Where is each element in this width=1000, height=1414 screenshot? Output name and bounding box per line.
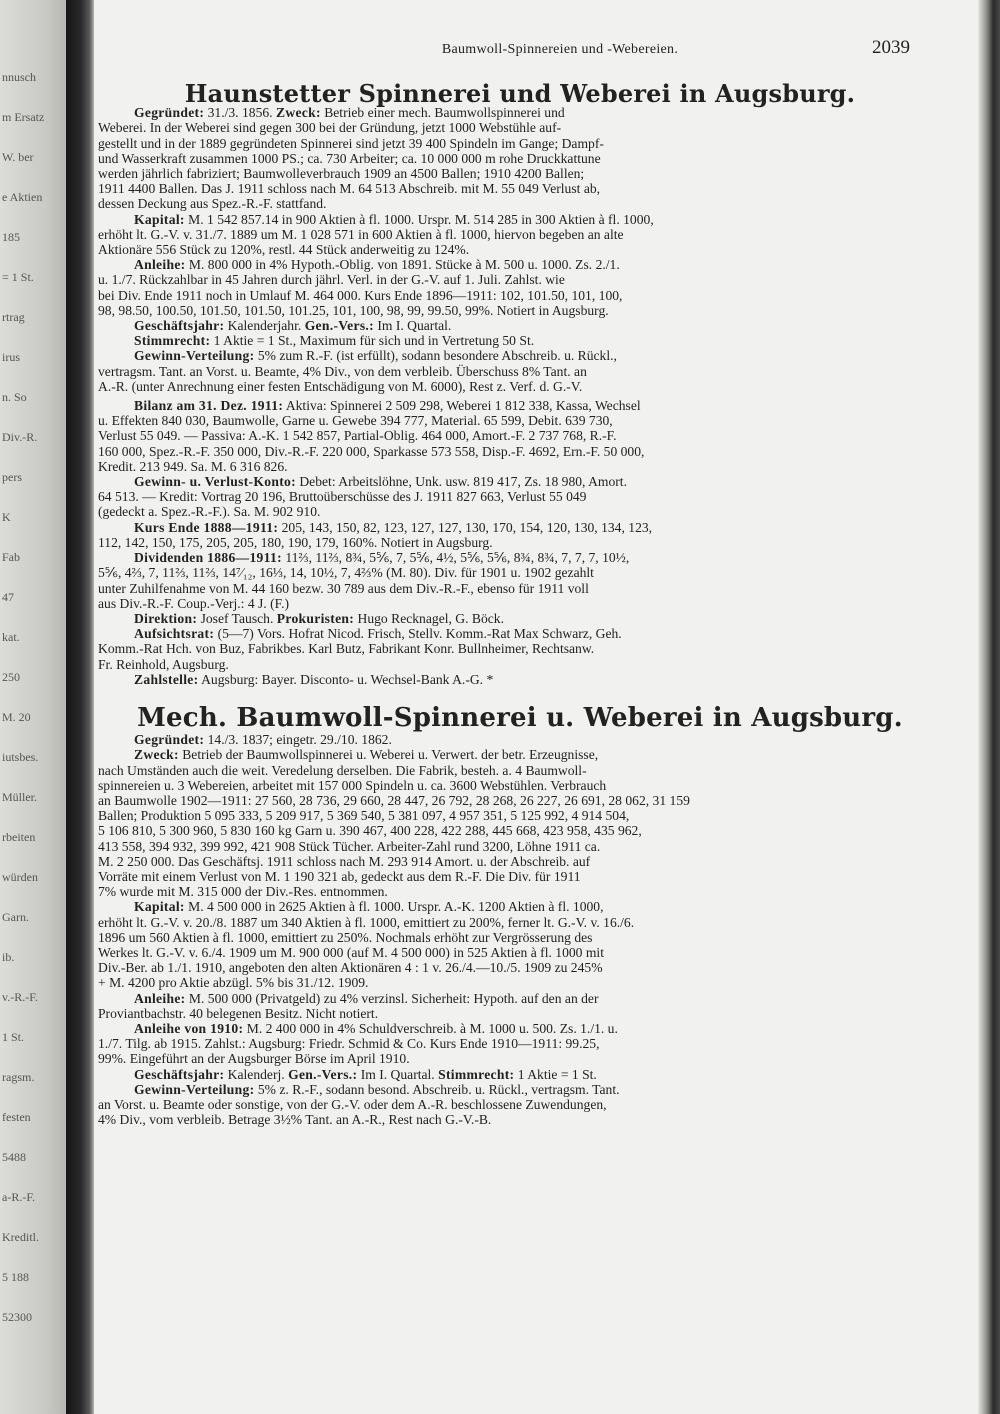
- margin-fragment: = 1 St.: [2, 270, 34, 284]
- field-text: Weberei. In der Weberei sind gegen 300 bei der Gründung, jetzt 1000 Webstühle auf-: [98, 120, 562, 136]
- company-entry-haunstetter: [98, 105, 910, 687]
- entry-line: [98, 428, 910, 443]
- field-text: Vorräte mit einem Verlust von M. 1 190 321 ab, gedeckt aus dem R.-F. Die Div. für 1911: [98, 868, 581, 884]
- margin-fragment: iutsbes.: [2, 750, 39, 764]
- entry-line: [98, 747, 910, 762]
- field-text: 98, 98.50, 100.50, 101.50, 101.50, 101.25, 101, 100, 98, 99, 99.50, 99%. Notiert in Augsburg.: [98, 302, 609, 318]
- entry-line: [98, 257, 910, 272]
- field-text: + M. 4200 pro Aktie abzügl. 5% bis 31./12. 1909.: [98, 975, 369, 991]
- entry-line: [98, 348, 910, 363]
- margin-fragment: e Aktien: [2, 190, 43, 204]
- field-text: 1 Aktie = 1 St., Maximum für sich und in Vertretung 50 St.: [210, 333, 535, 349]
- margin-fragment: Müller.: [2, 790, 37, 804]
- field-text: 99%. Eingeführt an der Augsburger Börse im April 1910.: [98, 1051, 410, 1067]
- entry-line: [98, 1036, 910, 1051]
- entry-line: [98, 808, 910, 823]
- margin-fragment: 47: [2, 590, 14, 604]
- entry-line: [98, 930, 910, 945]
- company-title-mech-baumwoll: Mech. Baumwoll-Spinnerei u. Weberei in Augsburg.: [137, 702, 903, 733]
- entry-line: [98, 596, 910, 611]
- entry-line: [98, 1097, 910, 1112]
- entry-line: [98, 945, 910, 960]
- entry-line: [98, 489, 910, 504]
- field-text: 413 558, 394 932, 399 992, 421 908 Stück Tücher. Arbeiter-Zahl rund 3200, Löhne 1911 ca.: [98, 838, 601, 854]
- entry-line: [98, 641, 910, 656]
- entry-line: [98, 535, 910, 550]
- field-text: 14./3. 1837; eingetr. 29./10. 1862.: [204, 732, 392, 748]
- field-text: Aktiva: Spinnerei 2 509 298, Weberei 1 812 338, Kassa, Wechsel: [283, 398, 641, 414]
- field-text: und Wasserkraft zusammen 1000 PS.; ca. 730 Arbeiter; ca. 10 000 000 m rohe Druckkattune: [98, 150, 601, 166]
- field-text: an Baumwolle 1902—1911: 27 560, 28 736, 29 660, 28 447, 26 792, 28 268, 26 227, 26 691, 28 062, 31 159: [98, 792, 690, 808]
- margin-fragment: Fab: [2, 550, 20, 564]
- running-header-title: Baumwoll-Spinnereien und -Webereien.: [441, 42, 679, 57]
- field-text: Kalenderj.: [224, 1066, 289, 1082]
- field-text: erhöht lt. G.-V. v. 31./7. 1889 um M. 1 028 571 in 600 Aktien à fl. 1000, hiervon begeben an alte: [98, 226, 624, 242]
- field-label: Anleihe von 1910:: [134, 1020, 244, 1036]
- field-label: Gewinn- u. Verlust-Konto:: [134, 474, 296, 490]
- field-text: M. 2 400 000 in 4% Schuldverschreib. à M. 1000 u. 500. Zs. 1./1. u.: [243, 1020, 618, 1036]
- field-text: M. 800 000 in 4% Hypoth.-Oblig. von 1891. Stücke à M. 500 u. 1000. Zs. 2./1.: [185, 257, 620, 273]
- field-text: 11⅔, 11⅔, 8¾, 5⅚, 7, 5⅚, 4½, 5⅚, 5⅚, 8¾, 8¾, 7, 7, 7, 10½,: [281, 550, 630, 566]
- field-text: (gedeckt a. Spez.-R.-F.). Sa. M. 902 910.: [98, 504, 321, 520]
- entry-line: [98, 899, 910, 914]
- field-text: nach Umständen auch die weit. Veredelung derselben. Die Fabrik, besteh. a. 4 Baumwoll-: [98, 762, 587, 778]
- field-label: Prokuristen:: [276, 610, 355, 626]
- entry-line: [98, 991, 910, 1006]
- field-text: gestellt und in der 1889 gegründeten Spinnerei sind jetzt 39 400 Spindeln im Gange; Dampf-: [98, 135, 604, 151]
- margin-fragment: n. So: [2, 390, 27, 404]
- entry-line: [98, 318, 910, 333]
- margin-fragment: K: [2, 510, 11, 524]
- field-label: Geschäftsjahr:: [134, 1066, 225, 1082]
- entry-line: [98, 672, 910, 687]
- field-text: Josef Tausch.: [197, 610, 277, 626]
- field-text: vertragsm. Tant. an Vorst. u. Beamte, 4% Div., von dem verbleib. Überschuss 8% Tant. an: [98, 363, 587, 379]
- field-text: 4% Div., vom verbleib. Betrage 3½% Tant. an A.-R., Rest nach G.-V.-B.: [98, 1112, 492, 1128]
- entry-line: [98, 120, 910, 135]
- field-text: (5—7) Vors. Hofrat Nicod. Frisch, Stellv. Komm.-Rat Max Schwarz, Geh.: [214, 626, 622, 642]
- margin-fragment: irus: [2, 350, 20, 364]
- field-text: 31./3. 1856.: [204, 105, 276, 121]
- entry-line: [98, 1051, 910, 1066]
- field-text: 5% z. R.-F., sodann besond. Abschreib. u. Rückl., vertragsm. Tant.: [254, 1081, 620, 1097]
- field-text: aus Div.-R.-F. Coup.-Verj.: 4 J. (F.): [98, 595, 290, 611]
- entry-line: [98, 272, 910, 287]
- entry-line: [98, 136, 910, 151]
- margin-fragment: Kreditl.: [2, 1230, 39, 1244]
- entry-line: [98, 1112, 910, 1127]
- entry-line: [98, 303, 910, 318]
- entry-line: [98, 975, 910, 990]
- entry-line: [98, 823, 910, 838]
- field-text: Betrieb der Baumwollspinnerei u. Weberei u. Verwert. der betr. Erzeugnisse,: [178, 747, 599, 763]
- entry-line: [98, 1067, 910, 1082]
- entry-line: [98, 459, 910, 474]
- entry-line: [98, 364, 910, 379]
- field-label: Zweck:: [275, 105, 321, 121]
- field-text: Div.-Ber. ab 1./1. 1910, angeboten den alten Aktionären 4 : 1 v. 26./4.—10./5. 1909 zu 245%: [98, 960, 603, 976]
- field-text: Proviantbachstr. 40 belegenen Besitz. Nicht notiert.: [98, 1005, 379, 1021]
- margin-fragment: 5 188: [2, 1270, 29, 1284]
- field-text: u. Effekten 840 030, Baumwolle, Garne u. Gewebe 394 777, Material. 65 599, Debit. 639 730,: [98, 413, 613, 429]
- field-text: 1896 um 560 Aktien à fl. 1000, emittiert zu 250%. Nochmals erhöht zur Vergrösserung des: [98, 929, 593, 945]
- entry-line: [98, 242, 910, 257]
- field-text: M. 2 250 000. Das Geschäftsj. 1911 schloss nach M. 293 914 Amort. u. der Abschreib. auf: [98, 853, 591, 869]
- entry-line: [98, 181, 910, 196]
- field-label: Gen.-Vers.:: [288, 1066, 358, 1082]
- field-label: Gewinn-Verteilung:: [134, 348, 255, 364]
- entry-line: [98, 196, 910, 211]
- margin-fragment: kat.: [2, 630, 20, 644]
- field-text: Ballen; Produktion 5 095 333, 5 209 917, 5 369 540, 5 381 097, 4 957 351, 5 125 992, 4 914 504,: [98, 808, 630, 824]
- field-text: dessen Deckung aus Spez.-R.-F. stattfand.: [98, 196, 327, 212]
- field-text: Betrieb einer mech. Baumwollspinnerei und: [320, 105, 565, 121]
- field-text: Verlust 55 049. — Passiva: A.-K. 1 542 857, Partial-Oblig. 464 000, Amort.-F. 2 737 768, R.-F.: [98, 428, 617, 444]
- field-text: Kredit. 213 949. Sa. M. 6 316 826.: [98, 458, 288, 474]
- margin-fragment: ib.: [2, 950, 15, 964]
- field-text: 1911 4400 Ballen. Das J. 1911 schloss nach M. 64 513 Abschreib. mit M. 55 049 Verlust ab,: [98, 181, 601, 197]
- entry-line: [98, 288, 910, 303]
- margin-fragment: 1 St.: [2, 1030, 25, 1044]
- margin-fragment: Div.-R.: [2, 430, 38, 444]
- entry-line: [98, 151, 910, 166]
- field-text: Augsburg: Bayer. Disconto- u. Wechsel-Bank A.-G. *: [198, 671, 494, 687]
- field-label: Direktion:: [134, 610, 198, 626]
- field-text: Hugo Recknagel, G. Böck.: [354, 610, 505, 626]
- field-label: Gegründet:: [134, 105, 205, 121]
- field-label: Gen.-Vers.:: [304, 318, 374, 334]
- field-text: M. 4 500 000 in 2625 Aktien à fl. 1000. Urspr. A.-K. 1200 Aktien à fl. 1000,: [184, 899, 604, 915]
- field-text: spinnereien u. 3 Webereien, arbeitet mit 157 000 Spindeln u. ca. 3600 Webstühlen. Verbrauch: [98, 777, 607, 793]
- field-text: 5% zum R.-F. (ist erfüllt), sodann besondere Abschreib. u. Rückl.,: [254, 348, 617, 364]
- book-gutter: [66, 0, 94, 1414]
- entry-line: [98, 884, 910, 899]
- entry-line: [98, 1082, 910, 1097]
- field-text: bei Div. Ende 1911 noch in Umlauf M. 464 000. Kurs Ende 1896—1911: 102, 101.50, 101, 100,: [98, 287, 623, 303]
- margin-fragment: nnusch: [2, 70, 36, 84]
- field-text: 5⅚, 4⅔, 7, 11⅔, 11⅔, 14⁷⁄₁₂, 16⅓, 14, 10½, 7, 4⅔% (M. 80). Div. für 1901 u. 1902 gezahlt: [98, 565, 594, 581]
- entry-line: [98, 778, 910, 793]
- entry-line: [98, 520, 910, 535]
- margin-fragment: 5488: [2, 1150, 26, 1164]
- field-label: Bilanz am 31. Dez. 1911:: [134, 398, 284, 414]
- field-text: M. 500 000 (Privatgeld) zu 4% verzinsl. Sicherheit: Hypoth. auf den an der: [185, 990, 599, 1006]
- page-number: 2039: [872, 37, 910, 58]
- entry-line: [98, 915, 910, 930]
- field-text: A.-R. (unter Anrechnung einer festen Entschädigung von M. 6000), Rest z. Verf. d. G.-V.: [98, 378, 583, 394]
- company-entry-mech-baumwoll: [98, 732, 910, 1127]
- document-page: [98, 37, 910, 1128]
- field-text: Kalenderjahr.: [224, 318, 305, 334]
- field-text: 1./7. Tilg. ab 1915. Zahlst.: Augsburg: Friedr. Schmid & Co. Kurs Ende 1910—1911: 99.25,: [98, 1036, 600, 1052]
- entry-line: [98, 413, 910, 428]
- margin-fragment: würden: [2, 870, 38, 884]
- entry-line: [98, 960, 910, 975]
- entry-line: [98, 581, 910, 596]
- entry-line: [98, 379, 910, 394]
- margin-fragment: ragsm.: [2, 1070, 35, 1084]
- margin-fragment: pers: [2, 470, 22, 484]
- adjacent-page-margin: [0, 0, 66, 1414]
- field-label: Gegründet:: [134, 732, 205, 748]
- margin-fragment: M. 20: [2, 710, 31, 724]
- field-text: Debet: Arbeitslöhne, Unk. usw. 819 417, Zs. 18 980, Amort.: [295, 474, 627, 490]
- entry-line: [98, 1006, 910, 1021]
- margin-fragment: W. ber: [2, 150, 34, 164]
- running-header: [98, 37, 910, 66]
- field-label: Zahlstelle:: [134, 671, 199, 687]
- field-text: erhöht lt. G.-V. v. 20./8. 1887 um 340 Aktien à fl. 1000, emittiert zu 200%, ferner lt. G.-V. v. 16./6.: [98, 914, 635, 930]
- entry-line: [98, 212, 910, 227]
- entry-line: [98, 854, 910, 869]
- margin-fragment: Garn.: [2, 910, 29, 924]
- field-label: Dividenden 1886—1911:: [134, 550, 282, 566]
- field-text: Im I. Quartal.: [373, 318, 452, 334]
- entry-line: [98, 869, 910, 884]
- field-text: Aktionäre 556 Stück zu 120%, restl. 44 Stück anderweitig zu 124%.: [98, 242, 470, 258]
- field-text: unter Zuhilfenahme von M. 44 160 bezw. 30 789 aus dem Div.-R.-F., ebenso für 1911 voll: [98, 580, 589, 596]
- entry-line: [98, 763, 910, 778]
- company-title-haunstetter: Haunstetter Spinnerei und Weberei in Augsburg.: [184, 79, 856, 108]
- entry-line: [98, 333, 910, 348]
- entry-line: [98, 1021, 910, 1036]
- field-text: Komm.-Rat Hch. von Buz, Fabrikbes. Karl Butz, Fabrikant Konr. Bullnheimer, Rechtsanw.: [98, 641, 595, 657]
- field-label: Stimmrecht:: [134, 333, 211, 349]
- field-label: Kurs Ende 1888—1911:: [134, 519, 279, 535]
- margin-fragment: 185: [2, 230, 20, 244]
- margin-fragment: 250: [2, 670, 20, 684]
- entry-line: [98, 793, 910, 808]
- margin-fragment: rbeiten: [2, 830, 36, 844]
- entry-line: [98, 611, 910, 626]
- field-text: Im I. Quartal.: [357, 1066, 439, 1082]
- field-text: 1 Aktie = 1 St.: [514, 1066, 597, 1082]
- entry-line: [98, 626, 910, 641]
- entry-line: [98, 474, 910, 489]
- entry-line: [98, 398, 910, 413]
- field-label: Gewinn-Verteilung:: [134, 1081, 255, 1097]
- entry-line: [98, 732, 910, 747]
- field-text: Fr. Reinhold, Augsburg.: [98, 656, 229, 672]
- field-text: u. 1./7. Rückzahlbar in 45 Jahren durch jährl. Verl. in der G.-V. auf 1. Juli. Zahlst. wie: [98, 272, 565, 288]
- field-label: Zweck:: [134, 747, 179, 763]
- field-label: Anleihe:: [134, 257, 186, 273]
- entry-line: [98, 657, 910, 672]
- field-text: Werkes lt. G.-V. v. 6./4. 1909 um M. 900 000 (auf M. 4 500 000) in 525 Aktien à fl. 1000 mit: [98, 944, 604, 960]
- margin-fragment: 52300: [2, 1310, 32, 1324]
- field-text: 7% wurde mit M. 315 000 der Div.-Res. entnommen.: [98, 884, 388, 900]
- entry-line: [98, 550, 910, 565]
- field-label: Stimmrecht:: [438, 1066, 515, 1082]
- field-label: Kapital:: [134, 899, 185, 915]
- field-text: 112, 142, 150, 175, 205, 205, 180, 190, 179, 160%. Notiert in Augsburg.: [98, 534, 493, 550]
- field-text: werden jährlich fabriziert; Baumwolleverbrauch 1909 an 4500 Ballen; 1910 4200 Ballen;: [98, 166, 585, 182]
- page-edge: [978, 0, 1000, 1414]
- field-label: Anleihe:: [134, 990, 186, 1006]
- margin-fragment: m Ersatz: [2, 110, 45, 124]
- field-text: 5 106 810, 5 300 960, 5 830 160 kg Garn u. 390 467, 400 228, 422 288, 445 668, 423 958, 435 962,: [98, 823, 642, 839]
- margin-fragment: v.-R.-F.: [2, 990, 38, 1004]
- field-label: Geschäftsjahr:: [134, 318, 225, 334]
- margin-fragment: festen: [2, 1110, 31, 1124]
- field-text: 64 513. — Kredit: Vortrag 20 196, Bruttoüberschüsse des J. 1911 827 663, Verlust 55 049: [98, 489, 587, 505]
- entry-line: [98, 227, 910, 242]
- entry-line: [98, 444, 910, 459]
- field-label: Kapital:: [134, 211, 185, 227]
- margin-fragment: a-R.-F.: [2, 1190, 36, 1204]
- field-text: an Vorst. u. Beamte oder sonstige, von der G.-V. oder dem A.-R. beschlossene Zuwendungen,: [98, 1097, 607, 1112]
- field-label: Aufsichtsrat:: [134, 626, 215, 642]
- entry-line: [98, 839, 910, 854]
- field-text: M. 1 542 857.14 in 900 Aktien à fl. 1000. Urspr. M. 514 285 in 300 Aktien à fl. 1000,: [184, 211, 654, 227]
- entry-line: [98, 504, 910, 519]
- entry-line: [98, 565, 910, 580]
- margin-fragment: rtrag: [2, 310, 25, 324]
- entry-line: [98, 166, 910, 181]
- field-text: 160 000, Spez.-R.-F. 350 000, Div.-R.-F. 220 000, Sparkasse 573 558, Disp.-F. 4692, Ern.-F. 50 000,: [98, 443, 645, 459]
- field-text: 205, 143, 150, 82, 123, 127, 127, 130, 170, 154, 120, 130, 134, 123,: [278, 519, 653, 535]
